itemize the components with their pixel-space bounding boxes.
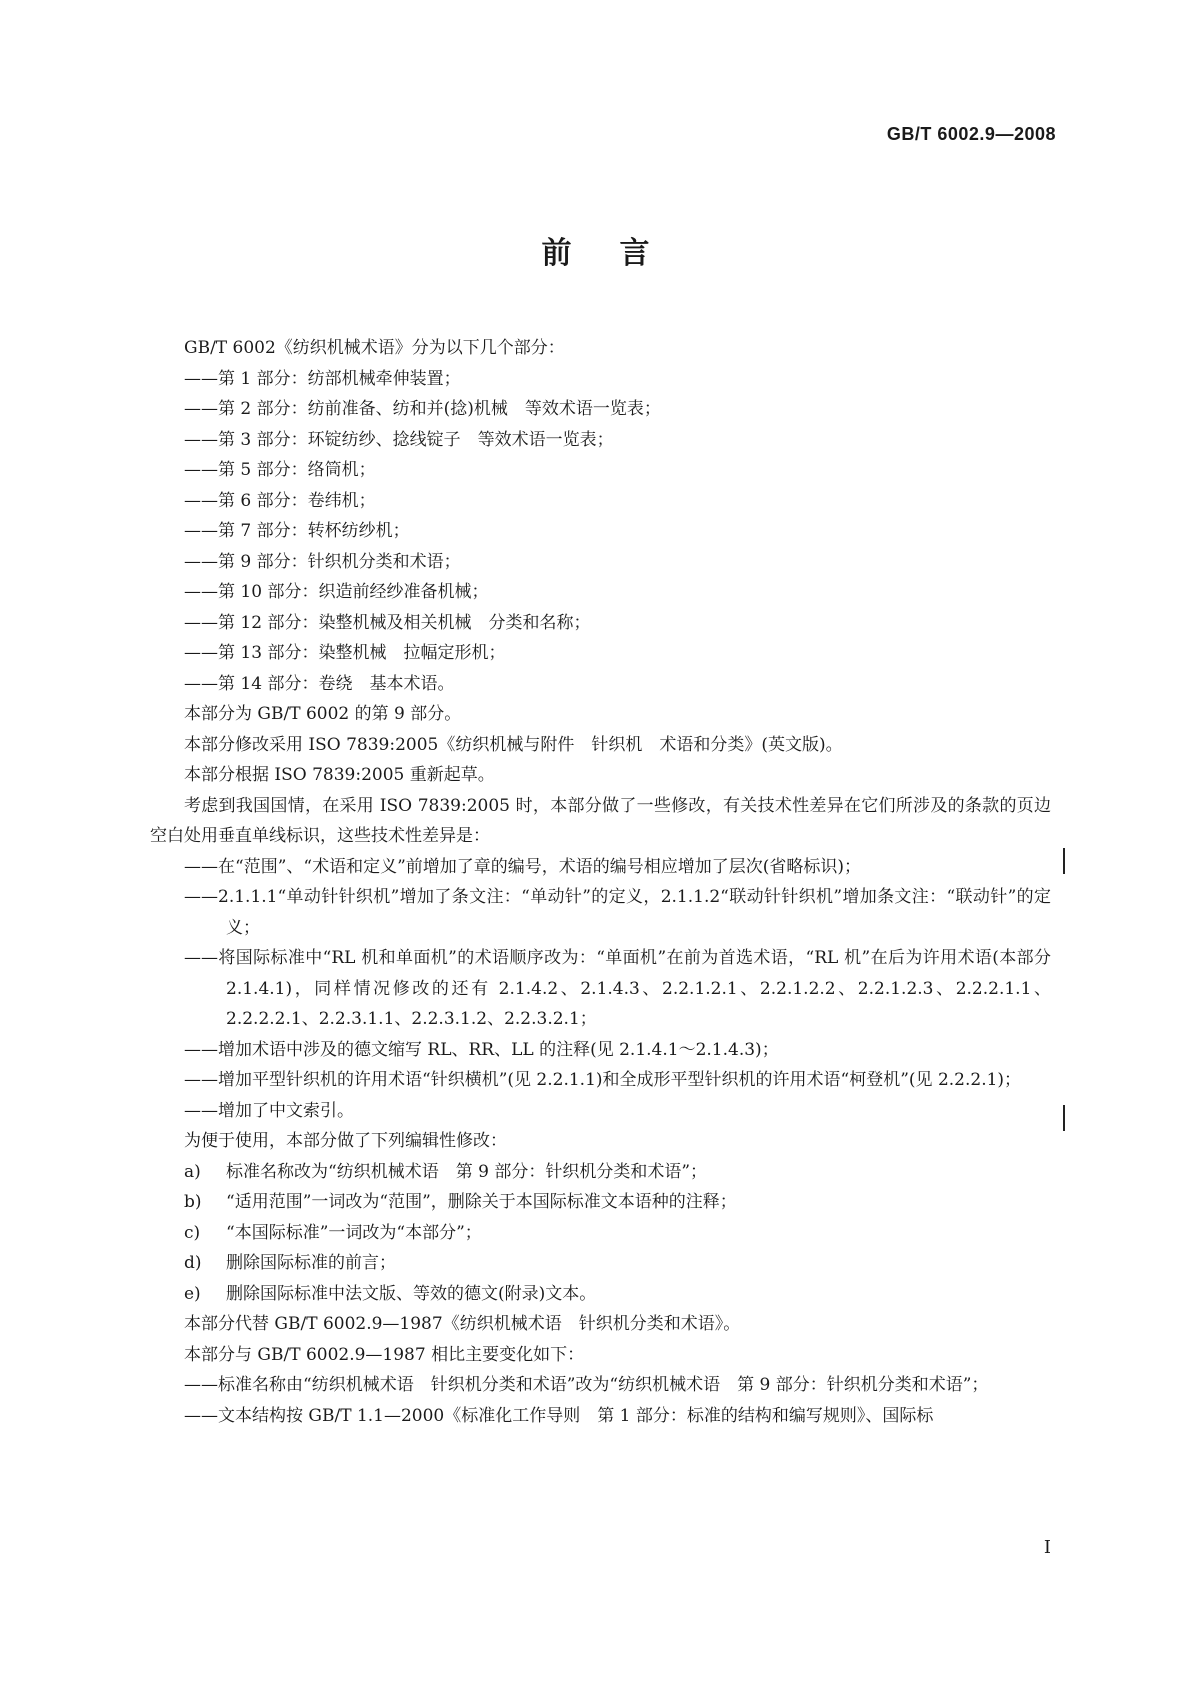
page-title: 前言: [541, 236, 698, 271]
editorial-item-text: “本国际标准”一词改为“本部分”；: [226, 1222, 482, 1243]
changes-intro: 本部分与 GB/T 6002.9—1987 相比主要变化如下：: [184, 1344, 585, 1365]
standard-number: GB/T 6002.9—2008: [886, 124, 1056, 144]
redraft-statement: 本部分根据 ISO 7839:2005 重新起草。: [184, 765, 495, 785]
part-list-item: ——第 13 部分：染整机械 拉幅定形机；: [184, 643, 506, 663]
part-list-item: ——第 6 部分：卷纬机；: [184, 490, 376, 511]
editorial-item-label: e): [184, 1283, 201, 1304]
editorial-item: [150, 1187, 1051, 1218]
part-list-item: ——第 14 部分：卷绕 基本术语。: [184, 673, 455, 694]
technical-difference-item: ——在“范围”、“术语和定义”前增加了章的编号，术语的编号相应增加了层次(省略标识)；: [184, 856, 862, 877]
editorial-item-text: 标准名称改为“纺织机械术语 第 9 部分：针织机分类和术语”；: [226, 1161, 708, 1182]
margin-change-bar: [1063, 1105, 1065, 1131]
document-body: [150, 333, 1051, 1431]
part-list-item: ——第 9 部分：针织机分类和术语；: [184, 551, 461, 572]
editorial-item: [150, 1248, 1051, 1279]
editorial-changes-intro: 为便于使用，本部分做了下列编辑性修改：: [184, 1131, 507, 1151]
technical-difference-item: ——增加术语中涉及的德文缩写 RL、RR、LL 的注释(见 2.1.4.1～2.1.4.3)；: [184, 1039, 779, 1060]
technical-difference-item: ——将国际标准中“RL 机和单面机”的术语顺序改为：“单面机”在前为首选术语，“RL 机”在后为许用术语(本部分 2.1.4.1)，同样情况修改的还有 2.1.4.2、2.1.4.3、2.2.1.2.1、2.2.1.2.2、2.2.1.2.3、2.2.2.1.1、2.2.2.2.1、2.2.3.1.1、2.2.3.1.2、2.2.3.2.1；: [184, 948, 1051, 1029]
part-list-item: ——第 2 部分：纺前准备、纺和并(捻)机械 等效术语一览表；: [184, 399, 661, 419]
change-item: ——文本结构按 GB/T 1.1—2000《标准化工作导则 第 1 部分：标准的结构和编写规则》、国际标: [184, 1405, 934, 1426]
page-number: I: [1043, 1537, 1051, 1558]
editorial-item-text: 删除国际标准中法文版、等效的德文(附录)文本。: [226, 1283, 597, 1304]
editorial-item-label: b): [184, 1192, 202, 1212]
part-list-item: ——第 5 部分：络筒机；: [184, 460, 376, 480]
editorial-item-text: “适用范围”一词改为“范围”，删除关于本国际标准文本语种的注释；: [226, 1192, 737, 1212]
technical-difference-item: ——增加了中文索引。: [184, 1100, 354, 1121]
part-list-item: ——第 3 部分：环锭纺纱、捻线锭子 等效术语一览表；: [184, 429, 614, 450]
replacement-statement: 本部分代替 GB/T 6002.9—1987《纺织机械术语 针织机分类和术语》。: [184, 1314, 741, 1334]
technical-differences-intro: 考虑到我国国情，在采用 ISO 7839:2005 时，本部分做了一些修改，有关技术性差异在它们所涉及的条款的页边空白处用垂直单线标识，这些技术性差异是：: [150, 795, 1051, 846]
editorial-item-label: a): [184, 1161, 201, 1182]
editorial-item: [150, 1279, 1051, 1310]
part-list-item: ——第 7 部分：转杯纺纱机；: [184, 521, 410, 541]
part-list-item: ——第 12 部分：染整机械及相关机械 分类和名称；: [184, 612, 591, 633]
editorial-item: [150, 1218, 1051, 1249]
margin-change-bar: [1063, 848, 1065, 874]
adoption-statement: 本部分修改采用 ISO 7839:2005《纺织机械与附件 针织机 术语和分类》(英文版)。: [184, 734, 843, 755]
editorial-item-label: c): [184, 1222, 201, 1243]
part-list-item: ——第 1 部分：纺部机械牵伸装置；: [184, 368, 461, 389]
technical-difference-item: ——2.1.1.1“单动针针织机”增加了条文注：“单动针”的定义，2.1.1.2“联动针针织机”增加条文注：“联动针”的定义；: [184, 887, 1051, 938]
part-list-item: ——第 10 部分：织造前经纱准备机械；: [184, 582, 489, 602]
editorial-item-text: 删除国际标准的前言；: [226, 1253, 396, 1273]
editorial-item-label: d): [184, 1253, 202, 1273]
change-item: ——标准名称由“纺织机械术语 针织机分类和术语”改为“纺织机械术语 第 9 部分：针织机分类和术语”；: [184, 1375, 989, 1395]
editorial-item: [150, 1157, 1051, 1188]
intro-paragraph: GB/T 6002《纺织机械术语》分为以下几个部分：: [184, 338, 565, 358]
technical-difference-item: ——增加平型针织机的许用术语“针织横机”(见 2.2.1.1)和全成形平型针织机的许用术语“柯登机”(见 2.2.2.1)；: [184, 1070, 1022, 1090]
part-statement: 本部分为 GB/T 6002 的第 9 部分。: [184, 704, 462, 724]
